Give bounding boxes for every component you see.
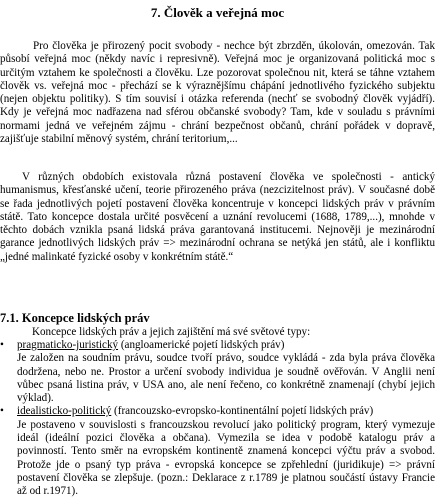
section-heading: 7.1. Koncepce lidských práv <box>0 311 150 325</box>
list-item-body: Je založen na soudním právu, soudce tvoří právo, soudce vykládá - zda byla práva člověka dodržena, nebo ne. Prostor a určení svobody individua je soudně ověřován. V Anglii není vůbec psaná listina práv, v USA ano, ale není řečeno, co konkrétně znamenají (chybí jejich výklad). <box>17 352 435 405</box>
list-item-term: idealisticko-politický <box>17 405 112 418</box>
list-item-qualifier: (francouzsko-evropsko-kontinentální pojetí lidských práv) <box>111 405 374 418</box>
list-item <box>0 405 435 498</box>
list-item-head <box>0 405 435 418</box>
list-item-term: pragmaticko-juristický <box>17 339 119 351</box>
list-item <box>0 339 435 405</box>
bullet-icon: • <box>0 339 4 351</box>
paragraph-2: V různých obdobích existovala různá postavení člověka ve společnosti - antický humanismus, křesťanské učení, teorie přirozeného práva (nezcizitelnost práv). V současné době se řada jednotlivých pojetí postavení člověka koncentruje v koncepci lidských práv v právním státě. Tato koncepce dostala určité posvěcení a uznání revolucemi (1688, 1789,...), mnohde v těchto dobách vznikla psaná lidská práva garantovaná institucemi. Nejnověji je mezinárodní garance jednotlivých lidských práv => mezinárodní ochrana se netýká jen států, ale i konfliktu „jedné malinkaté fyzické osoby v konkrétním státě.“ <box>0 171 435 263</box>
bullet-icon: • <box>0 405 4 418</box>
paragraph-1: Pro člověka je přirozený pocit svobody - nechce být zbrzděn, úkolován, omezován. Tak působí veřejná moc (někdy navíc i represivně). Veřejná moc je organizovaná politická moc s určitým vztahem ke společnosti a člověku. Lze pozorovat společnou nit, která se táhne vztahem člověk vs. veřejná moc - přechází se k výraznějšímu chápání jednotlivého fyzického subjektu (nejen objektu politiky). S tím souvisí i otázka referenda (nechť se svobodný člověk vyjádří). Kdy je veřejná moc nadřazena nad sférou občanské svobody? Tam, kde v souladu s právními normami jedná ve veřejném zájmu - chrání bezpečnost občanů, chrání pořádek v dopravě, zajišťuje stabilní měnový systém, chrání teritorium,... <box>0 40 435 146</box>
page-title: 7. Člověk a veřejná moc <box>150 5 285 20</box>
concept-list <box>0 339 435 499</box>
list-item-body: Je postaveno v souvislosti s francouzskou revolucí jako politický program, který vymezuje ideál (ideální pozici člověka a občana). Vymezila se idea v podobě katalogu práv a povinností. Tento směr na evropském kontinentě znamená koncepci výčtu práv a svobod. Protože jde o psaný typ práva - evropská koncepce se zpřehlední (juridikuje) => právní postavení člověka se zlepšuje. (pozn.: Deklarace z r.1789 je platnou součástí ústavy Francie až od r.1971). <box>17 418 435 498</box>
list-item-head <box>0 339 435 352</box>
section-intro: Koncepce lidských práv a jejich zajištění má své světové typy: <box>32 326 311 338</box>
list-item-qualifier: (angloamerické pojetí lidských práv) <box>118 339 285 351</box>
